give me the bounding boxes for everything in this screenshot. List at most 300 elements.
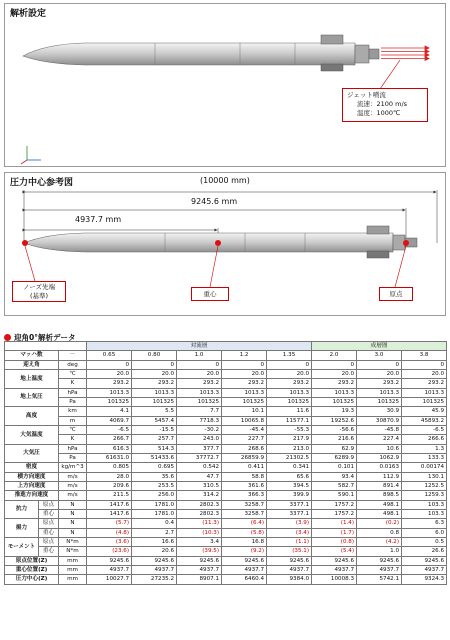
row-sublabel: 原点: [39, 537, 59, 546]
table-cell: (3.9): [267, 519, 312, 528]
table-cell: 3.4: [177, 537, 222, 546]
table-row: [5, 463, 447, 472]
table-cell: 266.7: [87, 435, 132, 444]
mach-value: 2.0: [312, 351, 357, 360]
row-unit: mm: [59, 575, 87, 584]
table-cell: 7718.3: [177, 416, 222, 425]
table-cell: 20.6: [132, 547, 177, 556]
table-cell: 101325: [312, 397, 357, 406]
table-cell: 293.2: [132, 379, 177, 388]
table-row: [5, 519, 447, 528]
table-cell: 10065.8: [222, 416, 267, 425]
table-cell: 20.0: [222, 369, 267, 378]
table-cell: 16.8: [222, 537, 267, 546]
table-cell: 6460.4: [222, 575, 267, 584]
table-cell: 20.0: [132, 369, 177, 378]
jet-arrows: [381, 46, 429, 61]
bullet-dot-icon: [4, 334, 11, 341]
table-cell: 0.4: [132, 519, 177, 528]
jet-callout-title: ジェット噴流: [347, 91, 386, 99]
cg-label: 重心: [203, 290, 217, 298]
table-cell: 10027.7: [87, 575, 132, 584]
mach-row: [5, 351, 447, 360]
table-row: [5, 491, 447, 500]
table-cell: 590.1: [312, 491, 357, 500]
table-cell: 4937.7: [222, 565, 267, 574]
table-cell: 293.2: [222, 379, 267, 388]
table-cell: 257.7: [132, 435, 177, 444]
table-cell: 19.3: [312, 407, 357, 416]
table-cell: -6.5: [402, 425, 447, 434]
table-cell: 6289.9: [312, 453, 357, 462]
table-row: [5, 388, 447, 397]
table-cell: 216.6: [312, 435, 357, 444]
table-row: [5, 360, 447, 369]
table-cell: 101325: [87, 397, 132, 406]
analysis-data-table: [4, 341, 447, 585]
mach-value: 1.2: [222, 351, 267, 360]
table-cell: 898.5: [357, 491, 402, 500]
table-cell: 45.9: [402, 407, 447, 416]
table-cell: 1013.3: [267, 388, 312, 397]
table-cell: 293.2: [87, 379, 132, 388]
row-unit: ℃: [59, 369, 87, 378]
origin-label: 原点: [389, 290, 403, 298]
table-cell: 293.2: [177, 379, 222, 388]
table-cell: 2.7: [132, 528, 177, 537]
table-row: [5, 575, 447, 584]
table-cell: 227.7: [222, 435, 267, 444]
table-cell: 30.9: [357, 407, 402, 416]
table-cell: 4937.7: [177, 565, 222, 574]
table-cell: 0.695: [132, 463, 177, 472]
row-label: 迎え角: [5, 360, 59, 369]
table-row: [5, 500, 447, 509]
table-row: [5, 425, 447, 434]
table-cell: 1013.3: [357, 388, 402, 397]
table-cell: 209.6: [87, 481, 132, 490]
table-cell: 0: [267, 360, 312, 369]
row-unit: m: [59, 416, 87, 425]
table-cell: 9324.3: [402, 575, 447, 584]
table-cell: 6.3: [402, 519, 447, 528]
table-cell: 0: [87, 360, 132, 369]
table-cell: 101325: [357, 397, 402, 406]
jet-temperature: 温度：1000℃: [357, 109, 401, 117]
table-cell: 101325: [177, 397, 222, 406]
row-unit: kg/m^3: [59, 463, 87, 472]
table-cell: 1417.6: [87, 500, 132, 509]
supersonic-group-header: 成層圏: [312, 342, 447, 351]
table-cell: 9245.6: [267, 556, 312, 565]
table-cell: 227.4: [357, 435, 402, 444]
subsonic-group-header: 対流層: [87, 342, 312, 351]
row-unit: deg: [59, 360, 87, 369]
table-cell: 9245.6: [87, 556, 132, 565]
pressure-center-title: 圧力中心参考図: [10, 178, 74, 188]
table-cell: 217.9: [267, 435, 312, 444]
table-cell: 399.9: [267, 491, 312, 500]
table-cell: 498.1: [357, 500, 402, 509]
nose-reference-label: (基準): [29, 292, 49, 300]
table-cell: 1781.0: [132, 509, 177, 518]
table-cell: (9.2): [222, 547, 267, 556]
table-cell: 133.3: [402, 453, 447, 462]
table-cell: 16.6: [132, 537, 177, 546]
table-cell: 26859.9: [222, 453, 267, 462]
header-blank: [5, 342, 87, 351]
table-cell: 20.0: [312, 369, 357, 378]
table-row: [5, 472, 447, 481]
table-cell: 0.0163: [357, 463, 402, 472]
table-cell: 20.0: [87, 369, 132, 378]
row-label: 推進方向速度: [5, 491, 59, 500]
table-row: [5, 416, 447, 425]
table-row: [5, 565, 447, 574]
table-cell: 314.2: [177, 491, 222, 500]
table-cell: 616.3: [87, 444, 132, 453]
table-cell: 5742.1: [357, 575, 402, 584]
row-label: 原点位置(Z): [5, 556, 59, 565]
table-cell: (39.5): [177, 547, 222, 556]
row-unit: N: [59, 500, 87, 509]
table-row: [5, 528, 447, 537]
table-cell: 4937.7: [267, 565, 312, 574]
row-label: 圧力中心(Z): [5, 575, 59, 584]
table-cell: 0: [402, 360, 447, 369]
table-cell: (10.3): [177, 528, 222, 537]
table-cell: 9245.6: [177, 556, 222, 565]
nose-callout: [12, 281, 66, 302]
table-cell: 243.0: [177, 435, 222, 444]
table-row: [5, 407, 447, 416]
table-cell: 4937.7: [312, 565, 357, 574]
table-cell: 7.7: [177, 407, 222, 416]
mach-value: 0.80: [132, 351, 177, 360]
row-unit: K: [59, 379, 87, 388]
jet-flow-speed: 流速：2100 m/s: [357, 100, 408, 108]
table-cell: 20.0: [402, 369, 447, 378]
table-cell: 10.1: [222, 407, 267, 416]
axis-triad-icon: [21, 146, 41, 164]
table-cell: 3258.7: [222, 500, 267, 509]
row-sublabel: 原点: [39, 500, 59, 509]
row-unit: mm: [59, 565, 87, 574]
table-cell: 130.1: [402, 472, 447, 481]
table-cell: 19252.6: [312, 416, 357, 425]
table-cell: 1013.3: [222, 388, 267, 397]
mach-label: マッハ数: [5, 351, 59, 360]
table-cell: 1062.9: [357, 453, 402, 462]
table-cell: (4.8): [87, 528, 132, 537]
table-cell: (1.4): [312, 519, 357, 528]
table-cell: 26.6: [402, 547, 447, 556]
table-cell: 1417.6: [87, 509, 132, 518]
table-cell: 8907.1: [177, 575, 222, 584]
table-row: [5, 435, 447, 444]
table-cell: 0.00174: [402, 463, 447, 472]
mach-value: 3.0: [357, 351, 402, 360]
table-cell: 20.0: [177, 369, 222, 378]
table-cell: -55.3: [267, 425, 312, 434]
row-unit: N: [59, 509, 87, 518]
table-cell: 65.6: [267, 472, 312, 481]
table-cell: 0: [357, 360, 402, 369]
table-cell: 1013.3: [87, 388, 132, 397]
row-unit: m/s: [59, 481, 87, 490]
row-unit: N: [59, 528, 87, 537]
table-cell: (0.2): [357, 519, 402, 528]
table-row: [5, 509, 447, 518]
table-row: [5, 397, 447, 406]
table-cell: 93.4: [312, 472, 357, 481]
row-group-label: モーメント: [5, 537, 39, 556]
table-row: [5, 481, 447, 490]
table-cell: 293.2: [357, 379, 402, 388]
center-of-gravity-marker: [215, 240, 221, 246]
table-cell: 0: [132, 360, 177, 369]
table-cell: 1252.5: [402, 481, 447, 490]
row-label: 上方向速度: [5, 481, 59, 490]
pressure-center-panel: [4, 172, 446, 316]
table-cell: 2802.3: [177, 509, 222, 518]
row-unit: mm: [59, 556, 87, 565]
table-cell: (3.6): [87, 537, 132, 546]
table-title-text: 迎角0°解析データ: [14, 333, 76, 342]
table-cell: 6.0: [402, 528, 447, 537]
table-cell: 9245.6: [132, 556, 177, 565]
table-cell: 266.6: [402, 435, 447, 444]
table-cell: 47.7: [177, 472, 222, 481]
row-unit: hPa: [59, 388, 87, 397]
table-cell: 256.0: [132, 491, 177, 500]
table-cell: 101325: [267, 397, 312, 406]
row-label: 密度: [5, 463, 59, 472]
table-cell: 35.6: [132, 472, 177, 481]
table-cell: 310.5: [177, 481, 222, 490]
table-cell: (11.3): [177, 519, 222, 528]
cg-callout: [191, 287, 229, 301]
row-label: 横方向速度: [5, 472, 59, 481]
table-cell: (1.7): [312, 528, 357, 537]
table-cell: 0.341: [267, 463, 312, 472]
table-cell: 4.1: [87, 407, 132, 416]
table-cell: (3.4): [267, 528, 312, 537]
table-cell: 3377.1: [267, 500, 312, 509]
table-cell: 103.3: [402, 509, 447, 518]
table-cell: 1259.3: [402, 491, 447, 500]
rocket-jet-figure: [5, 4, 447, 168]
row-unit: m/s: [59, 472, 87, 481]
table-cell: 1757.2: [312, 500, 357, 509]
row-group-label: 揚力: [5, 519, 39, 538]
table-cell: 9245.6: [357, 556, 402, 565]
table-cell: 9245.6: [222, 556, 267, 565]
table-cell: 4937.7: [132, 565, 177, 574]
table-cell: (5.4): [312, 547, 357, 556]
row-sublabel: 重心: [39, 547, 59, 556]
table-cell: 377.7: [177, 444, 222, 453]
nose-label: ノーズ先端: [23, 283, 55, 291]
table-cell: 0.805: [87, 463, 132, 472]
table-cell: 1757.2: [312, 509, 357, 518]
table-cell: 3377.1: [267, 509, 312, 518]
header-group-row: [5, 342, 447, 351]
table-row: [5, 453, 447, 462]
row-unit: Pa: [59, 453, 87, 462]
table-cell: 112.9: [357, 472, 402, 481]
table-cell: (35.1): [267, 547, 312, 556]
mach-value: 0.65: [87, 351, 132, 360]
table-row: [5, 537, 447, 546]
table-cell: 5457.4: [132, 416, 177, 425]
jet-callout: [342, 88, 428, 122]
table-cell: 20.0: [267, 369, 312, 378]
table-cell: 498.1: [357, 509, 402, 518]
table-row: [5, 369, 447, 378]
table-cell: 10008.3: [312, 575, 357, 584]
row-unit: N*m: [59, 547, 87, 556]
mach-unit: －: [59, 351, 87, 360]
table-cell: 4069.7: [87, 416, 132, 425]
row-label: 重心位置(Z): [5, 565, 59, 574]
table-cell: 1013.3: [402, 388, 447, 397]
table-cell: (5.8): [222, 528, 267, 537]
table-cell: 213.0: [267, 444, 312, 453]
table-cell: 9245.6: [402, 556, 447, 565]
table-cell: 30870.9: [357, 416, 402, 425]
mach-value: 3.8: [402, 351, 447, 360]
table-cell: (1.1): [267, 537, 312, 546]
table-cell: 101325: [402, 397, 447, 406]
row-sublabel: 重心: [39, 509, 59, 518]
row-unit: N*m: [59, 537, 87, 546]
table-cell: 101325: [132, 397, 177, 406]
table-cell: 0.8: [357, 528, 402, 537]
table-cell: -30.2: [177, 425, 222, 434]
table-cell: 0.101: [312, 463, 357, 472]
row-label: 地上気圧: [5, 388, 59, 407]
row-sublabel: 原点: [39, 519, 59, 528]
table-cell: -15.5: [132, 425, 177, 434]
row-unit: m/s: [59, 491, 87, 500]
table-cell: 211.5: [87, 491, 132, 500]
mach-value: 1.0: [177, 351, 222, 360]
table-cell: 361.6: [222, 481, 267, 490]
origin-callout: [379, 287, 413, 301]
table-cell: 0: [177, 360, 222, 369]
table-cell: 1781.0: [132, 500, 177, 509]
table-cell: 10.6: [357, 444, 402, 453]
table-cell: 45893.2: [402, 416, 447, 425]
table-cell: 293.2: [267, 379, 312, 388]
table-cell: 27235.2: [132, 575, 177, 584]
table-cell: 514.3: [132, 444, 177, 453]
table-cell: 1013.3: [177, 388, 222, 397]
table-cell: (4.2): [357, 537, 402, 546]
table-cell: 1.0: [357, 547, 402, 556]
nose-tip-marker: [22, 240, 28, 246]
table-cell: 0.5: [402, 537, 447, 546]
table-cell: (23.6): [87, 547, 132, 556]
mach-value: 1.35: [267, 351, 312, 360]
dim-cg-label: 4937.7 mm: [75, 215, 122, 224]
table-row: [5, 379, 447, 388]
table-cell: 37772.7: [177, 453, 222, 462]
table-cell: 293.2: [402, 379, 447, 388]
table-cell: -45.4: [222, 425, 267, 434]
table-cell: 394.5: [267, 481, 312, 490]
table-cell: 0: [312, 360, 357, 369]
table-cell: 293.2: [312, 379, 357, 388]
table-cell: 0: [222, 360, 267, 369]
table-cell: 4937.7: [402, 565, 447, 574]
table-cell: 11.6: [267, 407, 312, 416]
table-cell: 1013.3: [132, 388, 177, 397]
table-row: [5, 556, 447, 565]
row-unit: N: [59, 519, 87, 528]
table-cell: 1.3: [402, 444, 447, 453]
origin-marker: [403, 240, 409, 246]
table-cell: (6.4): [222, 519, 267, 528]
table-cell: 0.411: [222, 463, 267, 472]
table-cell: (5.7): [87, 519, 132, 528]
table-cell: 1013.3: [312, 388, 357, 397]
table-row: [5, 547, 447, 556]
table-cell: 101325: [222, 397, 267, 406]
table-cell: 891.4: [357, 481, 402, 490]
row-unit: K: [59, 435, 87, 444]
table-cell: 2802.3: [177, 500, 222, 509]
table-cell: -45.8: [357, 425, 402, 434]
table-cell: 4937.7: [357, 565, 402, 574]
row-unit: Pa: [59, 397, 87, 406]
table-row: [5, 444, 447, 453]
table-cell: 366.3: [222, 491, 267, 500]
dim-origin-label: 9245.6 mm: [191, 197, 238, 206]
table-cell: (0.8): [312, 537, 357, 546]
table-cell: 9384.0: [267, 575, 312, 584]
table-cell: 62.9: [312, 444, 357, 453]
row-label: 大気温度: [5, 425, 59, 444]
table-cell: 51433.6: [132, 453, 177, 462]
table-cell: 21302.5: [267, 453, 312, 462]
row-label: 大気圧: [5, 444, 59, 463]
row-label: 地上温度: [5, 369, 59, 388]
table-cell: 58.8: [222, 472, 267, 481]
table-cell: 4937.7: [87, 565, 132, 574]
table-cell: 253.5: [132, 481, 177, 490]
table-cell: 3258.7: [222, 509, 267, 518]
table-cell: 11577.1: [267, 416, 312, 425]
analysis-settings-panel: [4, 3, 446, 167]
table-cell: 61631.0: [87, 453, 132, 462]
row-unit: km: [59, 407, 87, 416]
analysis-settings-title: 解析設定: [10, 9, 47, 19]
dim-total-label: (10000 mm): [200, 176, 250, 185]
row-group-label: 抗力: [5, 500, 39, 519]
table-cell: 103.3: [402, 500, 447, 509]
table-cell: 0.542: [177, 463, 222, 472]
row-unit: ℃: [59, 425, 87, 434]
row-label: 高度: [5, 407, 59, 426]
row-unit: hPa: [59, 444, 87, 453]
table-cell: 582.7: [312, 481, 357, 490]
row-sublabel: 重心: [39, 528, 59, 537]
table-cell: 5.5: [132, 407, 177, 416]
table-cell: 20.0: [357, 369, 402, 378]
table-cell: 9245.6: [312, 556, 357, 565]
